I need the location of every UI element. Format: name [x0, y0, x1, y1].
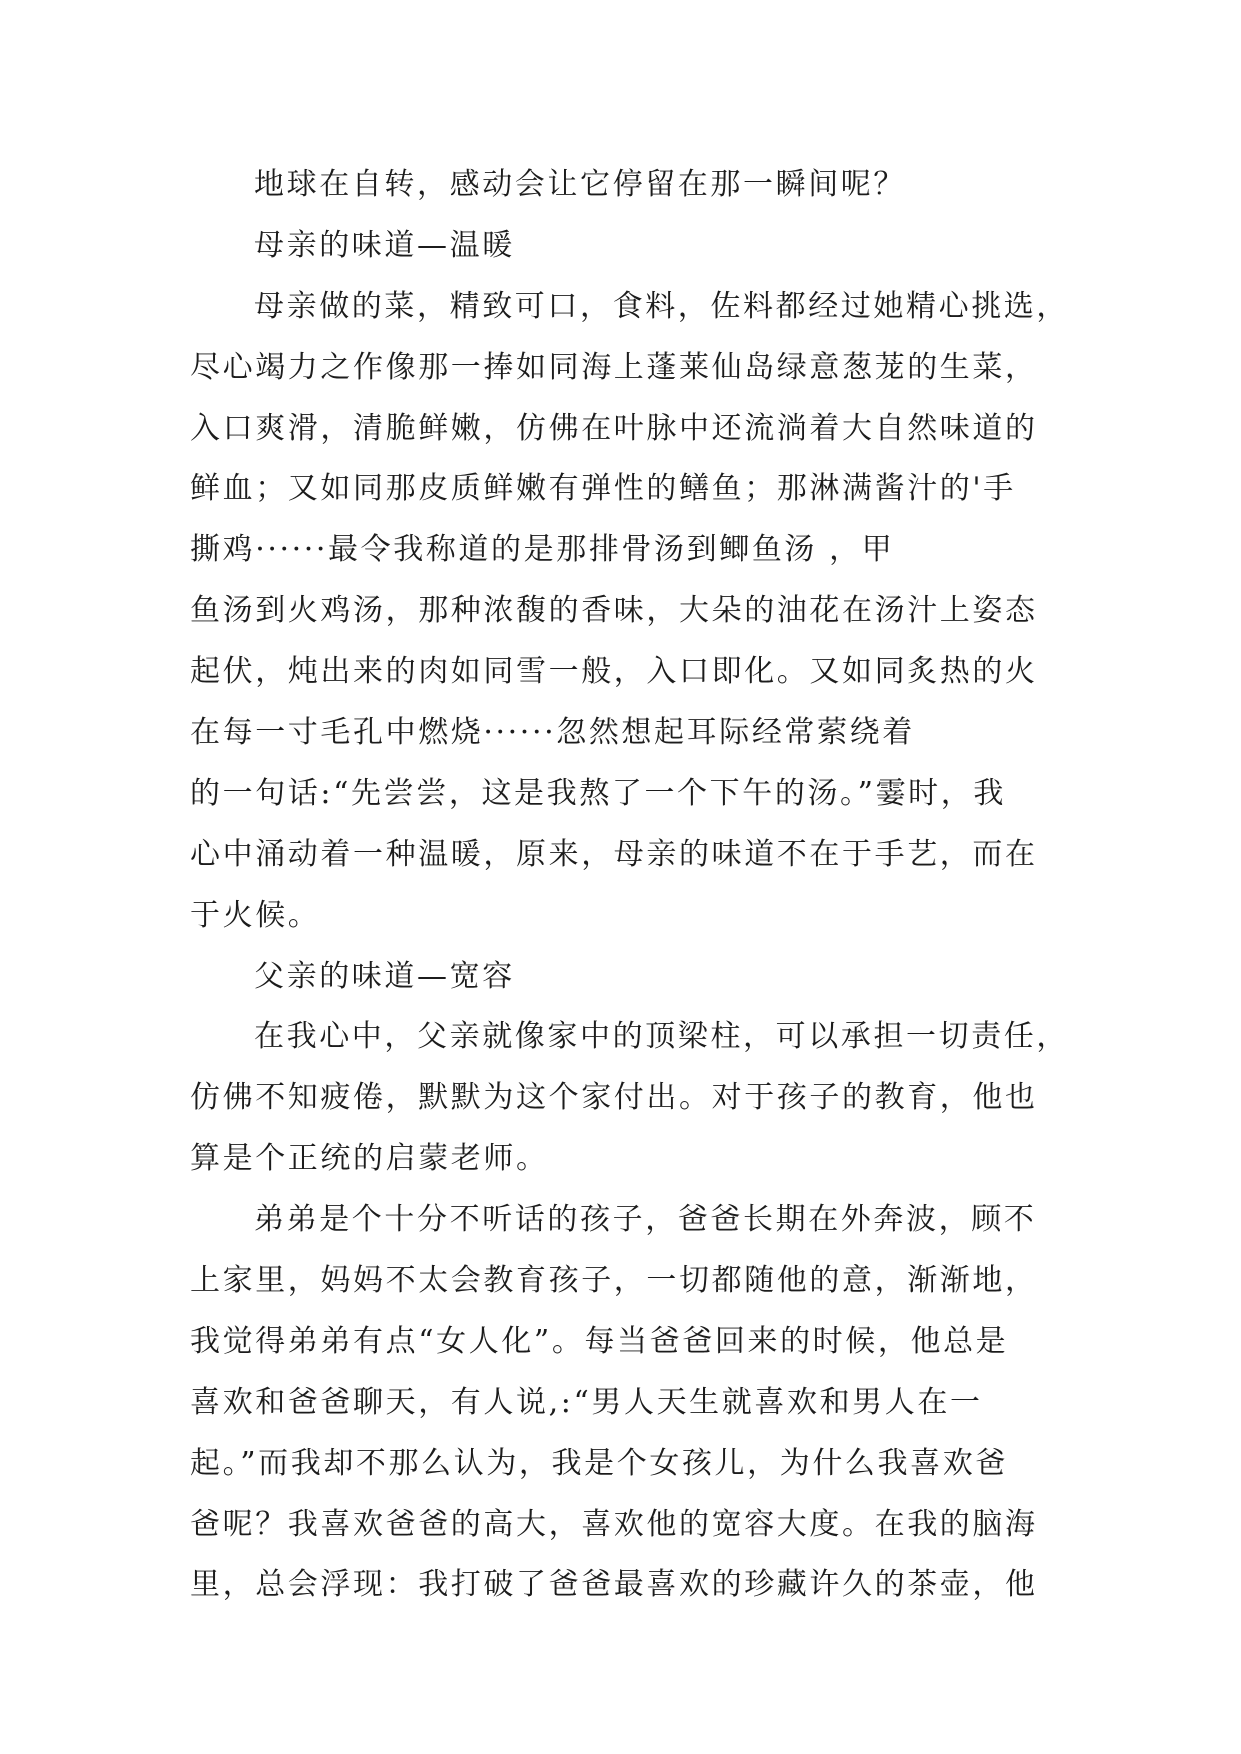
- text-line: 鱼汤到火鸡汤，那种浓馥的香味，大朵的油花在汤汁上姿态: [190, 593, 1038, 629]
- text-line: 入口爽滑，清脆鲜嫩，仿佛在叶脉中还流淌着大自然味道的: [190, 410, 1038, 446]
- text-line: 起伏，炖出来的肉如同雪一般，入口即化。又如同炙热的火: [190, 654, 1038, 690]
- text-line: 母亲做的菜，精致可口，食料，佐料都经过她精心挑选，: [254, 288, 1069, 324]
- text-line: 鲜血；又如同那皮质鲜嫩有弹性的鳝鱼；那淋满酱汁的'手: [190, 471, 1016, 507]
- text-line: 地球在自转，感动会让它停留在那一瞬间呢？: [254, 167, 906, 202]
- text-line: 起。”而我却不那么认为，我是个女孩儿，为什么我喜欢爸: [190, 1445, 1008, 1481]
- text-line: 尽心竭力之作像那一捧如同海上蓬莱仙岛绿意葱茏的生菜，: [190, 349, 1038, 385]
- text-line: 的一句话:“先尝尝，这是我熬了一个下午的汤。”霎时，我: [190, 775, 1006, 811]
- text-line: 我觉得弟弟有点“女人化”。每当爸爸回来的时候，他总是: [190, 1323, 1009, 1359]
- text-line: 里，总会浮现：我打破了爸爸最喜欢的珍藏许久的茶壶，他: [190, 1567, 1038, 1603]
- text-line: 撕鸡······最令我称道的是那排骨汤到鲫鱼汤 ，甲: [190, 532, 895, 568]
- text-line: 上家里，妈妈不太会教育孩子，一切都随他的意，渐渐地，: [190, 1263, 1038, 1299]
- text-line: 算是个正统的启蒙老师。: [190, 1141, 549, 1177]
- text-line: 于火候。: [190, 897, 321, 933]
- document-body: [190, 155, 1069, 1616]
- text-line: 爸呢？我喜欢爸爸的高大，喜欢他的宽容大度。在我的脑海: [190, 1506, 1038, 1542]
- text-line: 在我心中，父亲就像家中的顶梁柱，可以承担一切责任，: [254, 1019, 1069, 1055]
- text-line: 在每一寸毛孔中燃烧······忽然想起耳际经常萦绕着: [190, 715, 915, 751]
- text-line: 仿佛不知疲倦，默默为这个家付出。对于孩子的教育，他也: [190, 1080, 1038, 1116]
- section-heading-father: 父亲的味道—宽容: [254, 958, 515, 994]
- section-heading-mother: 母亲的味道—温暖: [254, 227, 515, 263]
- text-line: 心中涌动着一种温暖，原来，母亲的味道不在于手艺，而在: [190, 836, 1038, 872]
- text-line: 弟弟是个十分不听话的孩子，爸爸长期在外奔波，顾不: [254, 1202, 1037, 1238]
- text-line: 喜欢和爸爸聊天，有人说,:“男人天生就喜欢和男人在一: [190, 1384, 983, 1420]
